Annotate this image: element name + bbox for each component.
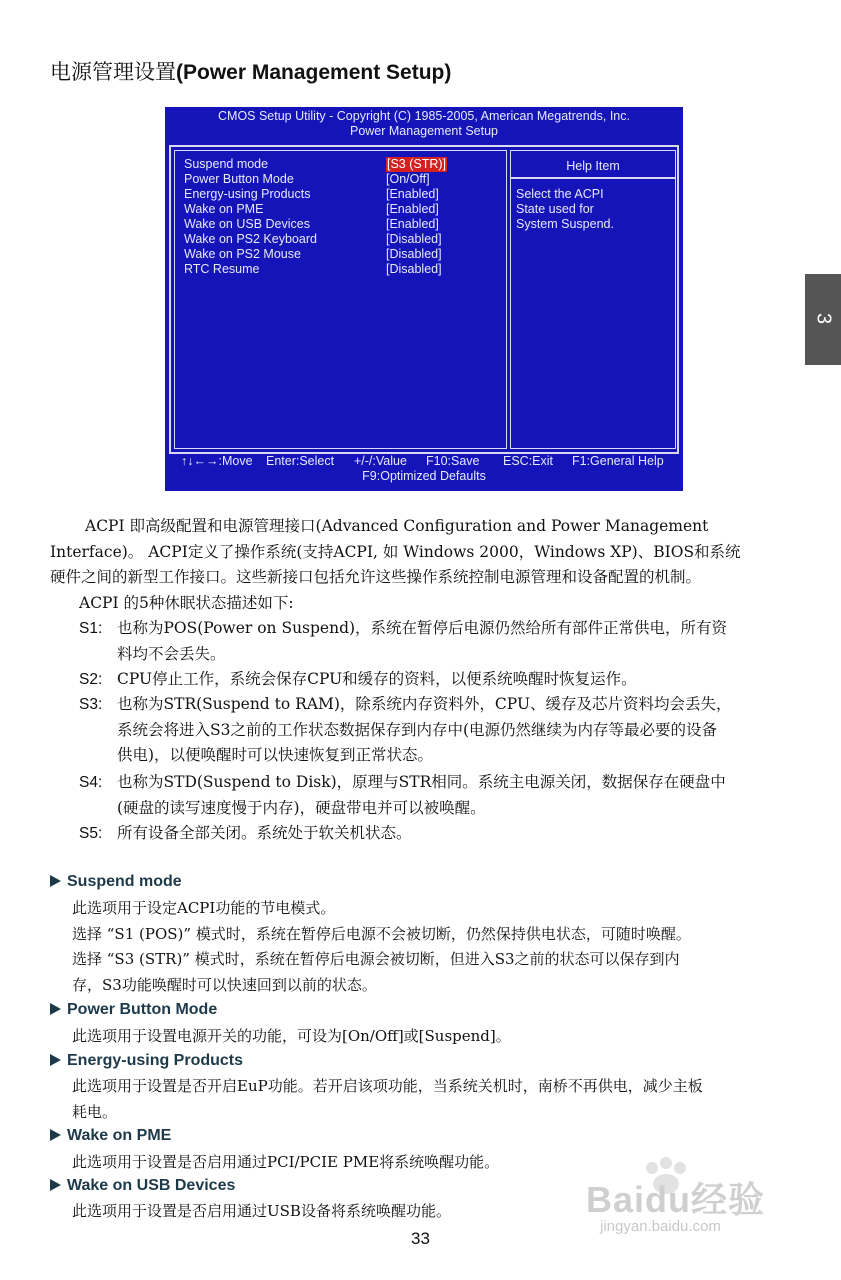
triangle-arrow-icon xyxy=(50,1003,61,1015)
bios-option-row[interactable] xyxy=(184,262,504,277)
footer-defaults: F9:Optimized Defaults xyxy=(362,469,486,483)
triangle-arrow-icon xyxy=(50,1179,61,1191)
section-line: 耗电。 xyxy=(72,1102,118,1121)
state-label: S4: xyxy=(79,774,103,791)
bios-option-row[interactable] xyxy=(184,247,504,262)
bios-screen xyxy=(165,107,683,491)
state-line: 也称为STR(Suspend to RAM)，除系统内存资料外，CPU、缓存及芯片资料均会丢失， xyxy=(117,695,732,713)
footer-enter: Enter:Select xyxy=(266,454,335,468)
state-label: S3: xyxy=(79,696,103,713)
section-line: 此选项用于设置是否启用通过PCI/PCIE PME将系统唤醒功能。 xyxy=(72,1153,500,1171)
state-line: CPU停止工作，系统会保存CPU和缓存的资料，以便系统唤醒时恢复运作。 xyxy=(117,670,637,688)
footer-save: F10:Save xyxy=(426,454,480,468)
watermark-logo: Baidu经验 xyxy=(586,1179,766,1220)
footer-help: F1:General Help xyxy=(572,454,664,468)
bios-option-row[interactable] xyxy=(184,172,504,187)
state-desc xyxy=(117,821,412,847)
bios-option-label: Suspend mode xyxy=(184,157,269,171)
section-body xyxy=(72,1150,499,1176)
section-body xyxy=(72,1074,703,1125)
page-title-en: (Power Management Setup) xyxy=(176,61,452,84)
bios-option-value[interactable]: [Enabled] xyxy=(386,187,439,201)
chapter-tab xyxy=(805,274,841,365)
bios-option-value[interactable]: [Disabled] xyxy=(386,247,442,261)
footer-exit: ESC:Exit xyxy=(503,454,554,468)
section-heading-text: Energy-using Products xyxy=(67,1052,244,1069)
state-label: S2: xyxy=(79,671,103,688)
bios-option-row[interactable] xyxy=(184,187,504,202)
section-heading-text: Power Button Mode xyxy=(67,1001,218,1018)
page-title-cn: 电源管理设置 xyxy=(50,60,176,84)
page-number: 33 xyxy=(411,1229,430,1248)
intro-line: ACPI 的5种休眠状态描述如下: xyxy=(79,594,294,612)
state-line: 也称为STD(Suspend to Disk)，原理与STR相同。系统主电源关闭，数据保存在硬盘中 xyxy=(117,773,726,791)
bios-option-value[interactable]: [Disabled] xyxy=(386,232,442,246)
bios-option-label: RTC Resume xyxy=(184,262,260,276)
state-line: 所有设备全部关闭。系统处于软关机状态。 xyxy=(117,824,412,842)
state-desc xyxy=(117,770,726,821)
bios-option-label: Wake on USB Devices xyxy=(184,217,310,231)
bios-option-row[interactable] xyxy=(184,157,504,172)
section-heading-power-button-mode xyxy=(50,999,217,1021)
state-line: (硬盘的读写速度慢于内存)，硬盘带电并可以被唤醒。 xyxy=(117,798,486,817)
bios-option-label: Wake on PS2 Keyboard xyxy=(184,232,317,246)
bios-option-value[interactable]: [Enabled] xyxy=(386,202,439,216)
help-line: State used for xyxy=(516,202,594,216)
section-line: 存，S3功能唤醒时可以快速回到以前的状态。 xyxy=(72,975,377,994)
state-label: S5: xyxy=(79,825,103,842)
section-heading-energy-using-products xyxy=(50,1050,243,1072)
bios-option-label: Power Button Mode xyxy=(184,172,294,186)
section-heading-text: Wake on USB Devices xyxy=(67,1177,236,1194)
bios-footer xyxy=(165,454,683,484)
bios-option-row[interactable] xyxy=(184,217,504,232)
section-heading-suspend-mode xyxy=(50,871,182,893)
bios-option-row[interactable] xyxy=(184,202,504,217)
bios-option-label: Wake on PME xyxy=(184,202,264,216)
intro-line: ACPI 即高级配置和电源管理接口(Advanced Configuration and Power Management xyxy=(85,517,709,535)
section-heading-wake-on-pme xyxy=(50,1125,171,1147)
state-line: 也称为POS(Power on Suspend)，系统在暂停后电源仍然给所有部件正常供电，所有资 xyxy=(117,619,728,637)
bios-header xyxy=(165,109,683,139)
section-body xyxy=(72,1024,511,1050)
section-line: 选择 “S3 (STR)” 模式时，系统在暂停后电源会被切断，但进入S3之前的状态可以保存到内 xyxy=(72,950,680,968)
state-line: 系统会将进入S3之前的工作状态数据保存到内存中(电源仍然继续为内存等最必要的设备 xyxy=(117,720,718,739)
bios-option-value[interactable]: [S3 (STR)] xyxy=(387,157,447,171)
section-line: 此选项用于设定ACPI功能的节电模式。 xyxy=(72,899,336,917)
state-desc xyxy=(117,692,732,769)
section-line: 此选项用于设置电源开关的功能，可设为[On/Off]或[Suspend]。 xyxy=(72,1027,511,1045)
section-heading-text: Suspend mode xyxy=(67,873,182,890)
bios-option-label: Wake on PS2 Mouse xyxy=(184,247,301,261)
section-heading-wake-on-usb-devices xyxy=(50,1175,235,1197)
help-text xyxy=(516,187,614,232)
triangle-arrow-icon xyxy=(50,1054,61,1066)
bios-option-value[interactable]: [Enabled] xyxy=(386,217,439,231)
intro-line: Interface)。 ACPI定义了操作系统(支持ACPI, 如 Windows 2000，Windows XP)、BIOS和系统 xyxy=(50,543,741,561)
state-label: S1: xyxy=(79,620,103,637)
state-line: 料均不会丢失。 xyxy=(117,644,226,663)
help-line: Select the ACPI xyxy=(516,187,604,201)
help-item-title: Help Item xyxy=(566,159,620,173)
state-desc xyxy=(117,616,727,667)
state-line: 供电)，以便唤醒时可以快速恢复到正常状态。 xyxy=(117,746,434,764)
section-body xyxy=(72,1199,451,1225)
footer-move: ↑↓←→:Move xyxy=(181,454,253,468)
page-title xyxy=(50,56,451,86)
section-line: 此选项用于设置是否启用通过USB设备将系统唤醒功能。 xyxy=(72,1202,451,1220)
help-line: System Suspend. xyxy=(516,217,614,231)
bios-option-value[interactable]: [Disabled] xyxy=(386,262,442,276)
bios-header-line1: CMOS Setup Utility - Copyright (C) 1985-2005, American Megatrends, Inc. xyxy=(218,109,630,123)
section-line: 此选项用于设置是否开启EuP功能。若开启该项功能，当系统关机时，南桥不再供电，减少主板 xyxy=(72,1077,703,1095)
intro-line: 硬件之间的新型工作接口。这些新接口包括允许这些操作系统控制电源管理和设备配置的机制。 xyxy=(50,568,702,586)
state-desc xyxy=(117,667,637,693)
triangle-arrow-icon xyxy=(50,1129,61,1141)
chapter-number: 3 xyxy=(812,312,835,325)
watermark-url: jingyan.baidu.com xyxy=(600,1218,721,1235)
bios-option-value[interactable]: [On/Off] xyxy=(386,172,430,186)
section-heading-text: Wake on PME xyxy=(67,1127,172,1144)
section-line: 选择 “S1 (POS)” 模式时，系统在暂停后电源不会被切断，仍然保持供电状态，可随时唤醒。 xyxy=(72,924,691,943)
footer-value: +/-/:Value xyxy=(354,454,407,468)
bios-option-row[interactable] xyxy=(184,232,504,247)
triangle-arrow-icon xyxy=(50,875,61,887)
bios-frame xyxy=(169,145,679,454)
bios-help-panel xyxy=(510,150,676,449)
bios-options-panel xyxy=(174,150,507,449)
help-divider xyxy=(511,177,675,179)
bios-header-line2: Power Management Setup xyxy=(349,124,498,138)
bios-option-label: Energy-using Products xyxy=(184,187,311,201)
section-body xyxy=(72,896,691,998)
